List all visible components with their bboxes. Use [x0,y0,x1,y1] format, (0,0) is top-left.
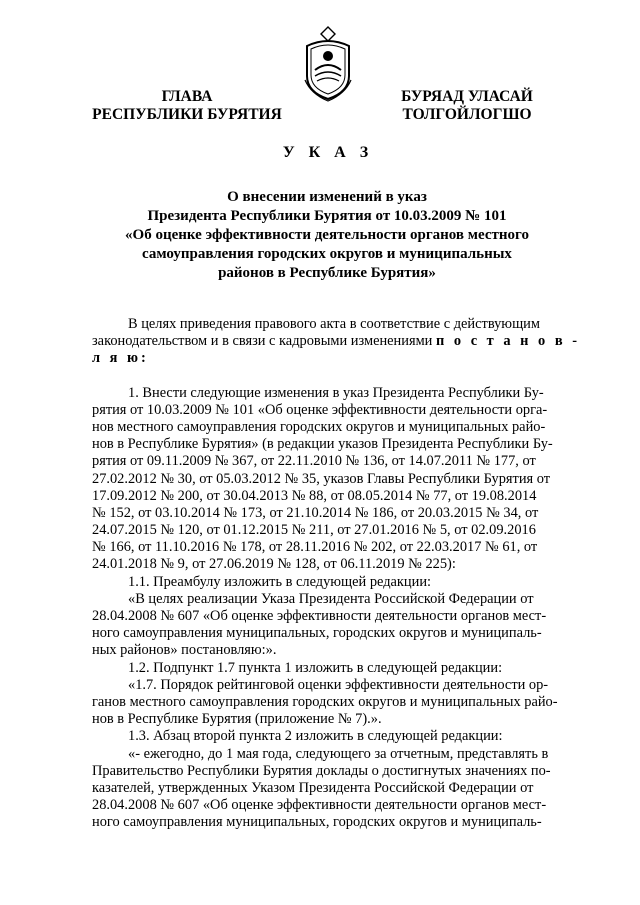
paragraph-line: рятия от 10.03.2009 № 101 «Об оценке эффективности деятельности орга- [92,401,548,418]
paragraph-line: ного самоуправления муниципальных, городских округов и муниципаль- [92,814,542,831]
document-title: У К А З [282,144,374,161]
decree-subject [92,188,562,283]
paragraph-line: «- ежегодно, до 1 мая года, следующего за отчетным, представлять в [128,745,549,762]
paragraph-line: 24.01.2018 № 9, от 27.06.2019 № 128, от 06.11.2019 № 225): [92,556,456,573]
subject-line: «Об оценке эффективности деятельности органов местного [125,227,529,243]
paragraph-line: 17.09.2012 № 200, от 30.04.2013 № 88, от 08.05.2014 № 77, от 19.08.2014 [92,487,537,504]
paragraph-line: «1.7. Порядок рейтинговой оценки эффективности деятельности ор- [128,676,549,693]
paragraph-line: рятия от 09.11.2009 № 367, от 22.11.2010 № 136, от 14.07.2011 № 177, от [92,453,536,470]
header-left-line: ГЛАВА [161,88,213,105]
paragraph-line: ных районов» постановляю:». [92,642,277,659]
paragraph-line: № 152, от 03.10.2014 № 173, от 21.10.2014 № 186, от 20.03.2015 № 34, от [92,504,539,521]
paragraph-line: нов в Республике Бурятия (приложение № 7).». [92,711,382,728]
coat-of-arms-emblem [301,24,355,102]
paragraph-line: нов местного самоуправления городских округов и муниципальных райо- [92,418,546,435]
paragraph-line: ганов местного самоуправления городских округов и муниципальных райо- [92,693,558,710]
subpoint-heading: 1.2. Подпункт 1.7 пункта 1 изложить в следующей редакции: [128,659,503,676]
header-right-line: ТОЛГОЙЛОГШО [402,106,532,123]
paragraph-line: нов в Республике Бурятия» (в редакции указов Президента Республики Бу- [92,436,553,453]
paragraph-line: ного самоуправления муниципальных, городских округов и муниципаль- [92,625,542,642]
subject-line: Президента Республики Бурятия от 10.03.2009 № 101 [147,208,507,224]
header-right-line: БУРЯАД УЛАСАЙ [401,88,533,105]
subject-line: районов в Республике Бурятия» [218,265,436,281]
preamble-line: законодательством и в связи с кадровыми изменениями п о с т а н о в - [92,333,580,350]
paragraph-line: «В целях реализации Указа Президента Российской Федерации от [128,590,534,607]
subject-line: О внесении изменений в указ [227,189,427,205]
paragraph-line: 1. Внести следующие изменения в указ Президента Республики Бу- [128,384,544,401]
subject-line: самоуправления городских округов и муниципальных [142,246,512,262]
paragraph-line: 27.02.2012 № 30, от 05.03.2012 № 35, указов Главы Республики Бурятия от [92,470,551,487]
header-right-block [382,88,552,124]
preamble-line: л я ю: [92,350,149,367]
header-left-block [82,88,292,124]
paragraph-line: Правительство Республики Бурятия доклады о достигнутых значениях по- [92,762,551,779]
paragraph-line: казателей, утвержденных Указом Президента Российской Федерации от [92,779,534,796]
preamble-line: В целях приведения правового акта в соответствие с действующим [128,316,540,332]
decree-body [92,316,580,831]
header-left-line: РЕСПУБЛИКИ БУРЯТИЯ [92,106,282,123]
paragraph-line: 24.07.2015 № 120, от 01.12.2015 № 211, от 27.01.2016 № 5, от 02.09.2016 [92,522,536,539]
paragraph-line: 28.04.2008 № 607 «Об оценке эффективности деятельности органов мест- [92,797,547,814]
paragraph-line: 28.04.2008 № 607 «Об оценке эффективности деятельности органов мест- [92,608,547,624]
subpoint-heading: 1.3. Абзац второй пункта 2 изложить в следующей редакции: [128,728,503,745]
paragraph-line: № 166, от 11.10.2016 № 178, от 28.11.2016 № 202, от 22.03.2017 № 61, от [92,539,538,556]
subpoint-heading: 1.1. Преамбулу изложить в следующей редакции: [128,573,432,590]
